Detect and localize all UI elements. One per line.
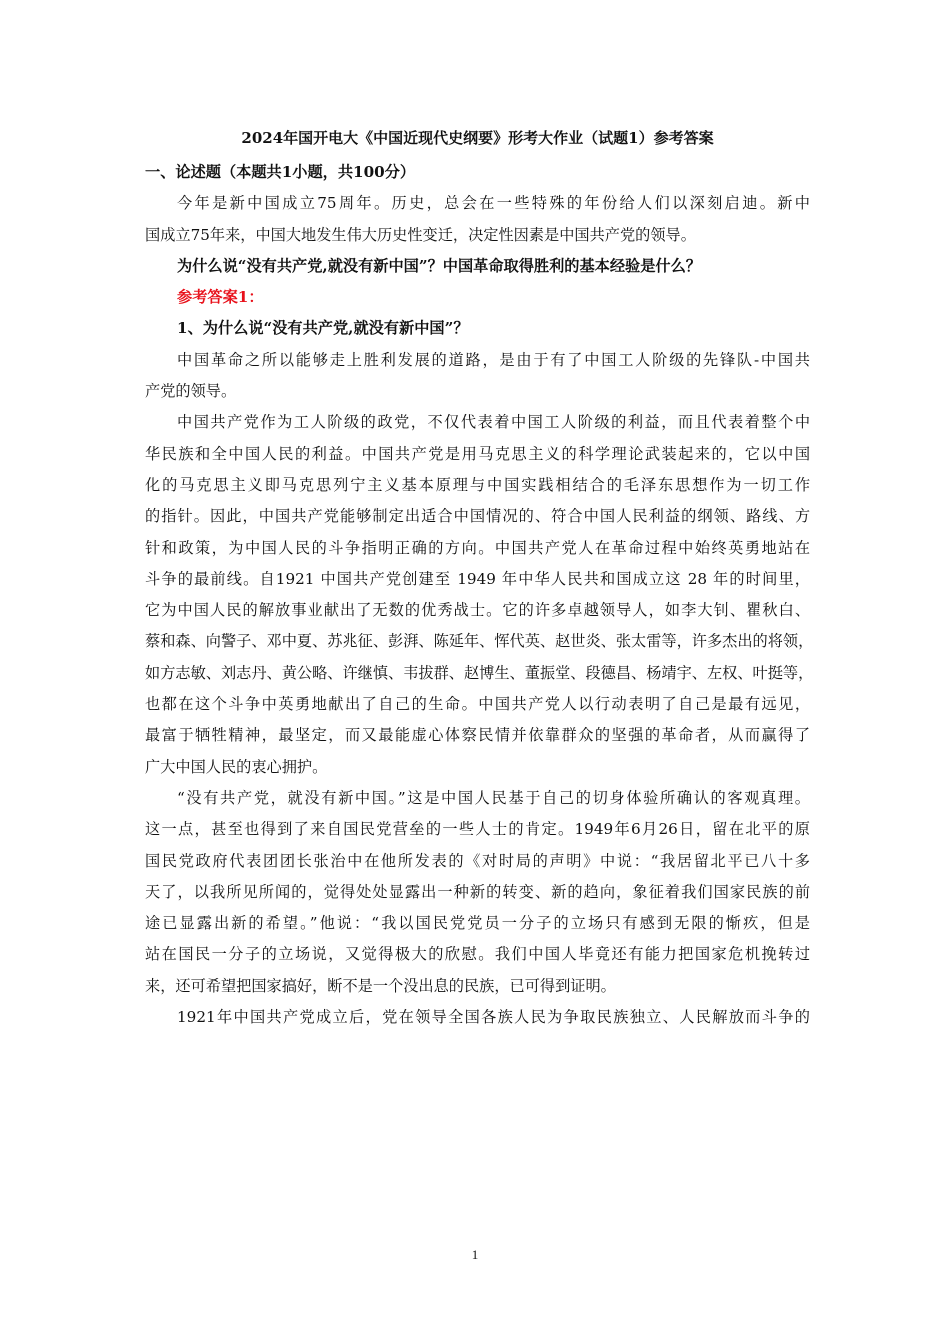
paragraph-line: 产党的领导。 [145, 382, 237, 401]
paragraph-line: 站在国民一分子的立场说，又觉得极大的欣慰。我们中国人毕竟还有能力把国家危机挽转过 [145, 945, 810, 964]
paragraph-4 [145, 1002, 810, 1033]
paragraph-line: 中国革命之所以能够走上胜利发展的道路，是由于有了中国工人阶级的先锋队-中国共 [177, 350, 810, 369]
section-heading: 一、论述题（本题共1小题，共100分） [145, 163, 416, 181]
paragraph-line: 途已显露出新的希望。”他说：“我以国民党党员一分子的立场只有感到无限的惭疚，但是 [145, 914, 810, 933]
paragraph-line: 1921年中国共产党成立后，党在领导全国各族人民为争取民族独立、人民解放而斗争的 [177, 1008, 810, 1027]
paragraph-1 [145, 345, 810, 408]
document-body [145, 128, 814, 1033]
paragraph-line: 也都在这个斗争中英勇地献出了自己的生命。中国共产党人以行动表明了自己是最有远见， [145, 695, 810, 714]
intro-line: 今年是新中国成立75周年。历史，总会在一些特殊的年份给人们以深刻启迪。新中 [177, 194, 810, 213]
paragraph-line: 中国共产党作为工人阶级的政党，不仅代表着中国工人阶级的利益，而且代表着整个中 [177, 413, 810, 432]
answer-label: 参考答案1： [177, 288, 264, 307]
paragraph-2 [145, 407, 814, 783]
paragraph-line: 蔡和森、向警子、邓中夏、苏兆征、彭湃、陈延年、恽代英、赵世炎、张太雷等，许多杰出的将领， [145, 632, 814, 651]
paragraph-line: “没有共产党，就没有新中国。”这是中国人民基于自己的切身体验所确认的客观真理。 [177, 788, 810, 807]
page-number: 1 [471, 1247, 479, 1262]
paragraph-line: 化的马克思主义即马克思列宁主义基本原理与中国实践相结合的毛泽东思想作为一切工作 [145, 475, 810, 494]
paragraph-line: 来，还可希望把国家搞好，断不是一个没出息的民族，已可得到证明。 [145, 976, 616, 995]
paragraph-line: 天了，以我所见所闻的，觉得处处显露出一种新的转变、新的趋向，象征着我们国家民族的前 [145, 882, 810, 901]
document-title: 2024年国开电大《中国近现代史纲要》形考大作业（试题1）参考答案 [241, 129, 714, 147]
paragraph-line: 广大中国人民的衷心拥护。 [145, 757, 328, 776]
paragraph-line: 的指针。因此，中国共产党能够制定出适合中国情况的、符合中国人民利益的纲领、路线、方 [145, 507, 810, 526]
paragraph-line: 斗争的最前线。自1921 中国共产党创建至 1949 年中华人民共和国成立这 28 年的时间里， [145, 569, 810, 588]
paragraph-line: 针和政策，为中国人民的斗争指明正确的方向。中国共产党人在革命过程中始终英勇地站在 [145, 538, 810, 557]
paragraph-line: 它为中国人民的解放事业献出了无数的优秀战士。它的许多卓越领导人，如李大钊、瞿秋白、 [145, 601, 810, 620]
paragraph-line: 这一点，甚至也得到了来自国民党营垒的一些人士的肯定。1949年6月26日，留在北平的原 [145, 820, 810, 839]
paragraph-line: 国民党政府代表团团长张治中在他所发表的《对时局的声明》中说：“我居留北平已八十多 [145, 851, 810, 870]
sub-heading: 1、为什么说“没有共产党,就没有新中国”？ [177, 319, 469, 338]
paragraph-line: 最富于牺牲精神，最坚定，而又最能虚心体察民情并依靠群众的坚强的革命者，从而赢得了 [145, 726, 810, 745]
paragraph-line: 如方志敏、刘志丹、黄公略、许继慎、韦拔群、赵博生、董振堂、段德昌、杨靖宇、左权、叶挺等， [145, 663, 814, 682]
intro-line: 国成立75年来，中国大地发生伟大历史性变迁，决定性因素是中国共产党的领导。 [145, 225, 696, 244]
intro-paragraph [145, 188, 810, 251]
paragraph-line: 华民族和全中国人民的利益。中国共产党是用马克思主义的科学理论武装起来的，它以中国 [145, 444, 810, 463]
question-text: 为什么说“没有共产党,就没有新中国”？中国革命取得胜利的基本经验是什么？ [177, 256, 701, 275]
paragraph-3 [145, 783, 810, 1002]
